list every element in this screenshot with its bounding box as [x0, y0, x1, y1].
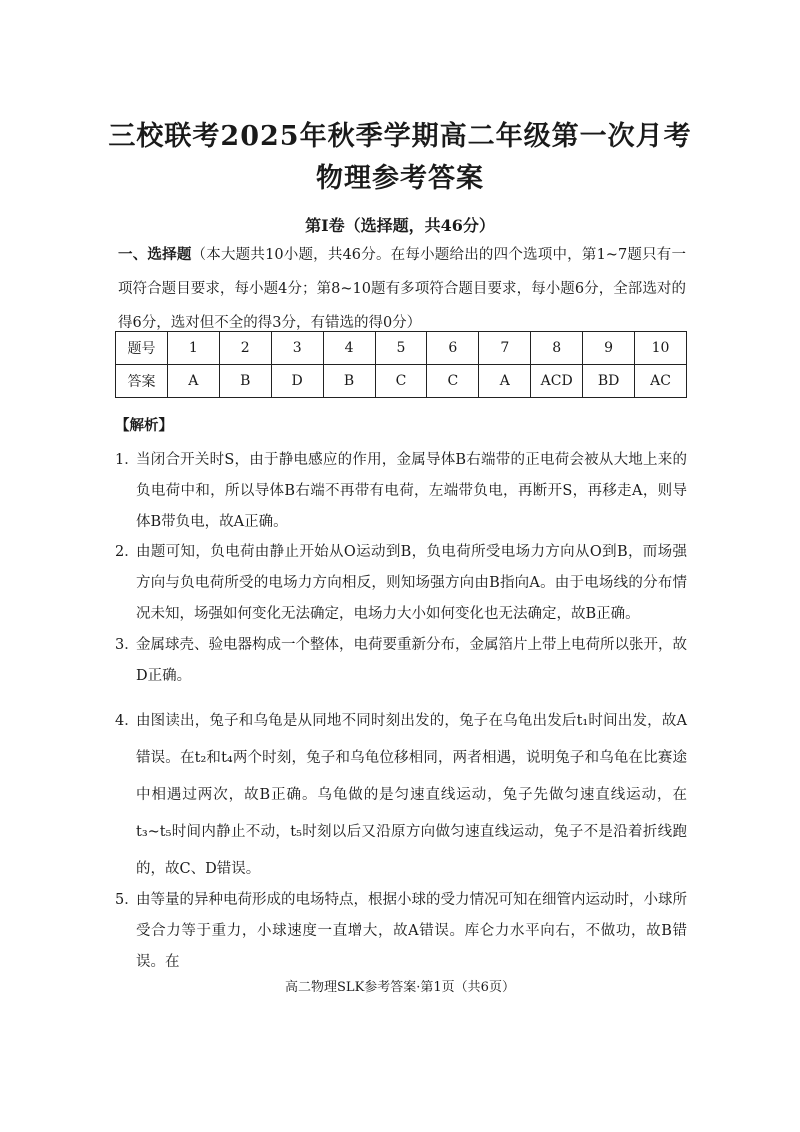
page-footer: 高二物理SLK参考答案·第1页（共6页） [285, 980, 515, 995]
instructions-text: （本大题共10小题，共46分。在每小题给出的四个选项中，第1~7题只有一项符合题目要求，每小题4分；第8~10题有多项符合题目要求，每小题6分，全部选对的得6分，选对但不全的得3分，有错选的得0分） [118, 247, 687, 331]
item-number: 5． [115, 892, 139, 908]
answer-cell: A [479, 365, 531, 398]
answer-table [115, 331, 687, 398]
question-number: 7 [479, 332, 531, 365]
answer-cell: C [427, 365, 479, 398]
question-number: 3 [271, 332, 323, 365]
question-number: 5 [375, 332, 427, 365]
answer-table-answer-row [116, 365, 687, 398]
analysis-item-2 [115, 537, 687, 630]
answer-cell: B [219, 365, 271, 398]
analysis-item-3 [115, 630, 687, 692]
question-number: 4 [323, 332, 375, 365]
section-title-text: 第Ⅰ卷（选择题，共46分） [305, 216, 495, 235]
question-number: 1 [167, 332, 219, 365]
row-header-number: 题号 [116, 332, 168, 365]
analysis-heading: 【解析】 [115, 417, 173, 434]
document-subtitle: 物理参考答案 [316, 163, 484, 194]
analysis-item-5 [115, 885, 687, 978]
item-text: 金属球壳、验电器构成一个整体，电荷要重新分布，金属箔片上带上电荷所以张开，故D正确。 [136, 637, 687, 684]
analysis-item-4 [115, 703, 687, 888]
answer-cell: ACD [531, 365, 583, 398]
question-number: 2 [219, 332, 271, 365]
question-number: 10 [635, 332, 687, 365]
answer-cell: BD [583, 365, 635, 398]
item-text: 由图读出，兔子和乌龟是从同地不同时刻出发的，兔子在乌龟出发后t₁时间出发，故A错误。在t₂和t₄两个时刻，兔子和乌龟位移相同，两者相遇，说明兔子和乌龟在比赛途中相遇过两次，故B正确。乌龟做的是匀速直线运动，兔子先做匀速直线运动，在t₃~t₅时间内静止不动，t₅时刻以后又沿原方向做匀速直线运动，兔子不是沿着折线跑的，故C、D错误。 [136, 713, 687, 877]
instructions-paragraph [118, 238, 686, 340]
item-number: 4． [115, 713, 139, 729]
question-number: 6 [427, 332, 479, 365]
question-number: 9 [583, 332, 635, 365]
item-text: 由题可知，负电荷由静止开始从O运动到B，负电荷所受电场力方向从O到B，而场强方向与负电荷所受的电场力方向相反，则知场强方向由B指向A。由于电场线的分布情况未知，场强如何变化无法确定，电场力大小如何变化也无法确定，故B正确。 [136, 544, 687, 622]
answer-cell: AC [635, 365, 687, 398]
document-title: 三校联考2025年秋季学期高二年级第一次月考 [108, 121, 692, 152]
section-title [0, 213, 800, 236]
answer-cell: B [323, 365, 375, 398]
item-text: 当闭合开关时S，由于静电感应的作用，金属导体B右端带的正电荷会被从大地上来的负电荷中和，所以导体B右端不再带有电荷，左端带负电，再断开S，再移走A，则导体B带负电，故A正确。 [136, 452, 687, 530]
item-text: 由等量的异种电荷形成的电场特点，根据小球的受力情况可知在细管内运动时，小球所受合力等于重力，小球速度一直增大，故A错误。库仑力水平向右，不做功，故B错误。在 [136, 892, 687, 970]
answer-cell: A [167, 365, 219, 398]
answer-table-number-row [116, 332, 687, 365]
analysis-item-1 [115, 445, 687, 538]
answer-cell: D [271, 365, 323, 398]
item-number: 2． [115, 544, 139, 560]
answer-cell: C [375, 365, 427, 398]
row-header-answer: 答案 [116, 365, 168, 398]
question-number: 8 [531, 332, 583, 365]
item-number: 1． [115, 452, 139, 468]
instructions-label: 一、选择题 [118, 246, 192, 263]
item-number: 3． [115, 637, 139, 653]
